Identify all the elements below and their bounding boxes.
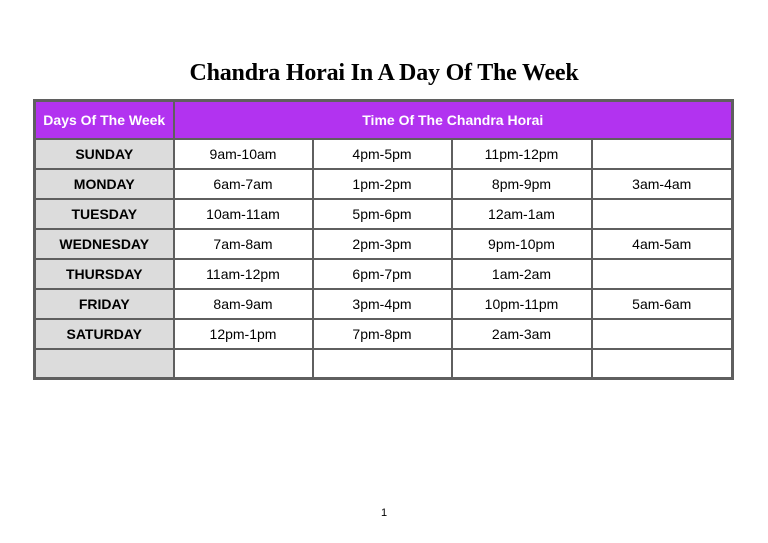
time-cell: 3am-4am	[592, 169, 733, 199]
day-cell: SATURDAY	[35, 319, 174, 349]
day-cell: THURSDAY	[35, 259, 174, 289]
table-row	[35, 229, 733, 259]
day-cell: SUNDAY	[35, 139, 174, 169]
time-cell	[592, 319, 733, 349]
time-cell	[174, 349, 313, 379]
chandra-horai-table	[33, 99, 734, 380]
time-cell: 7am-8am	[174, 229, 313, 259]
table-row	[35, 319, 733, 349]
time-cell	[452, 349, 592, 379]
time-cell: 4am-5am	[592, 229, 733, 259]
table-row	[35, 139, 733, 169]
time-cell: 8am-9am	[174, 289, 313, 319]
time-cell: 10am-11am	[174, 199, 313, 229]
day-cell: FRIDAY	[35, 289, 174, 319]
header-days-of-week: Days Of The Week	[35, 101, 174, 139]
day-cell: WEDNESDAY	[35, 229, 174, 259]
table-row	[35, 259, 733, 289]
time-cell: 12am-1am	[452, 199, 592, 229]
time-cell: 7pm-8pm	[313, 319, 452, 349]
time-cell: 6pm-7pm	[313, 259, 452, 289]
time-cell: 9am-10am	[174, 139, 313, 169]
day-cell: TUESDAY	[35, 199, 174, 229]
time-cell: 2am-3am	[452, 319, 592, 349]
time-cell: 10pm-11pm	[452, 289, 592, 319]
time-cell: 12pm-1pm	[174, 319, 313, 349]
time-cell: 11pm-12pm	[452, 139, 592, 169]
table-row	[35, 349, 733, 379]
time-cell	[592, 349, 733, 379]
header-time-of-chandra-horai: Time Of The Chandra Horai	[174, 101, 733, 139]
table-row	[35, 169, 733, 199]
time-cell: 2pm-3pm	[313, 229, 452, 259]
time-cell	[313, 349, 452, 379]
table-row	[35, 199, 733, 229]
time-cell	[592, 139, 733, 169]
time-cell: 8pm-9pm	[452, 169, 592, 199]
table-row	[35, 289, 733, 319]
page-title: Chandra Horai In A Day Of The Week	[189, 60, 579, 86]
time-cell: 5pm-6pm	[313, 199, 452, 229]
time-cell	[592, 199, 733, 229]
time-cell: 1pm-2pm	[313, 169, 452, 199]
table-header-row	[35, 101, 733, 139]
table-body	[35, 139, 733, 379]
time-cell: 6am-7am	[174, 169, 313, 199]
time-cell: 3pm-4pm	[313, 289, 452, 319]
page-number: 1	[380, 507, 388, 519]
time-cell: 5am-6am	[592, 289, 733, 319]
day-cell	[35, 349, 174, 379]
time-cell	[592, 259, 733, 289]
time-cell: 1am-2am	[452, 259, 592, 289]
time-cell: 11am-12pm	[174, 259, 313, 289]
time-cell: 4pm-5pm	[313, 139, 452, 169]
time-cell: 9pm-10pm	[452, 229, 592, 259]
day-cell: MONDAY	[35, 169, 174, 199]
